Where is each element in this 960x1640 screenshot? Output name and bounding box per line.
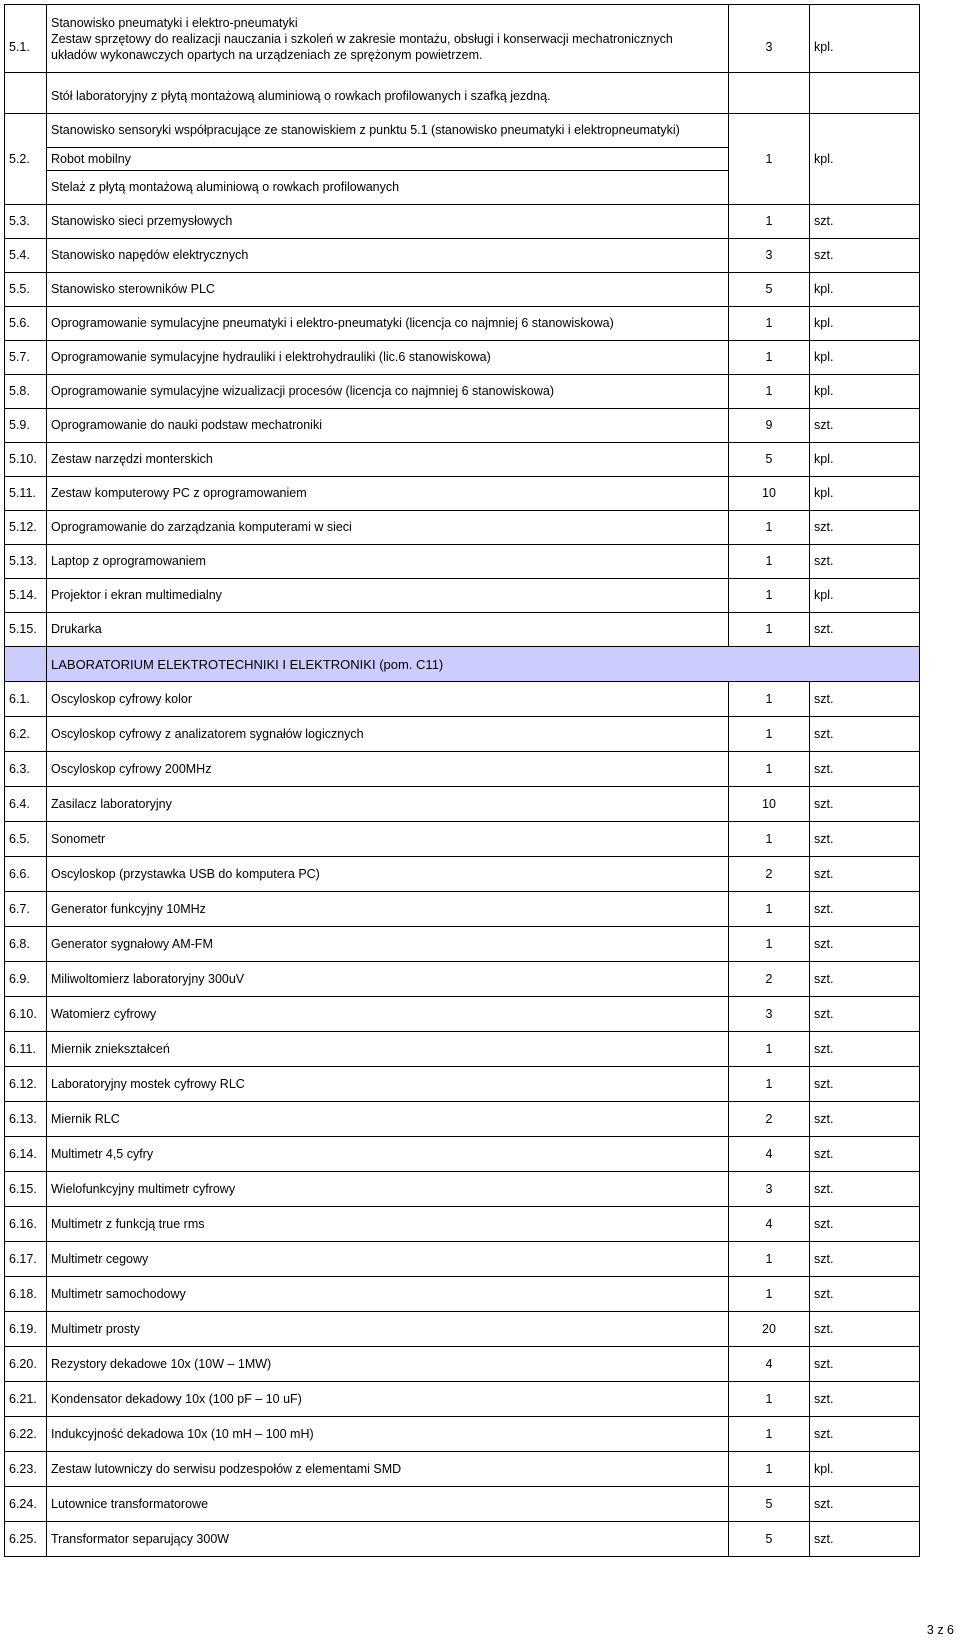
table-row <box>5 1417 920 1452</box>
table-row <box>5 205 920 239</box>
table-row <box>5 1102 920 1137</box>
item-quantity: 1 <box>729 752 810 787</box>
item-number: 6.21. <box>5 1382 47 1417</box>
item-quantity: 3 <box>729 997 810 1032</box>
table-row <box>5 787 920 822</box>
item-quantity: 1 <box>729 927 810 962</box>
item-description: Zasilacz laboratoryjny <box>47 787 729 822</box>
item-number: 5.9. <box>5 409 47 443</box>
table-row <box>5 822 920 857</box>
item-description: Drukarka <box>47 613 729 647</box>
item-quantity: 2 <box>729 962 810 997</box>
table-row <box>5 375 920 409</box>
item-unit: szt. <box>810 1277 920 1312</box>
item-unit: szt. <box>810 787 920 822</box>
item-quantity: 4 <box>729 1347 810 1382</box>
item-unit: szt. <box>810 1207 920 1242</box>
item-quantity: 20 <box>729 1312 810 1347</box>
item-unit: szt. <box>810 409 920 443</box>
table-row <box>5 341 920 375</box>
table-row <box>5 511 920 545</box>
item-unit: kpl. <box>810 477 920 511</box>
item-number: 6.2. <box>5 717 47 752</box>
item-unit: szt. <box>810 717 920 752</box>
item-quantity: 3 <box>729 1172 810 1207</box>
item-number: 5.11. <box>5 477 47 511</box>
item-number: 5.12. <box>5 511 47 545</box>
item-quantity: 1 <box>729 1382 810 1417</box>
item-quantity: 1 <box>729 613 810 647</box>
item-number: 6.19. <box>5 1312 47 1347</box>
item-quantity: 5 <box>729 1487 810 1522</box>
description-line: Zestaw sprzętowy do realizacji nauczania i szkoleń w zakresie montażu, obsługi i konserwacji mechatronicznych <box>51 31 673 46</box>
item-description: Zestaw narzędzi monterskich <box>47 443 729 477</box>
table-row-5-2a <box>5 114 920 148</box>
item-quantity: 2 <box>729 857 810 892</box>
item-unit: kpl. <box>810 273 920 307</box>
table-row-5-1-extra <box>5 73 920 114</box>
item-unit: kpl. <box>810 307 920 341</box>
table-row <box>5 545 920 579</box>
item-number: 6.25. <box>5 1522 47 1557</box>
item-unit: szt. <box>810 1487 920 1522</box>
item-number: 6.12. <box>5 1067 47 1102</box>
item-number: 6.9. <box>5 962 47 997</box>
item-quantity: 1 <box>729 341 810 375</box>
table-row <box>5 1207 920 1242</box>
item-quantity: 1 <box>729 1067 810 1102</box>
item-quantity: 1 <box>729 579 810 613</box>
item-unit: kpl. <box>810 341 920 375</box>
item-quantity: 3 <box>729 239 810 273</box>
item-description: Transformator separujący 300W <box>47 1522 729 1557</box>
item-quantity: 1 <box>729 511 810 545</box>
item-unit: szt. <box>810 545 920 579</box>
item-quantity: 1 <box>729 205 810 239</box>
item-unit: szt. <box>810 927 920 962</box>
item-unit: szt. <box>810 239 920 273</box>
table-row <box>5 1382 920 1417</box>
table-row <box>5 307 920 341</box>
item-description: Multimetr samochodowy <box>47 1277 729 1312</box>
description-line: układów wykonawczych opartych na urządzeniach ze sprężonym powietrzem. <box>51 47 483 62</box>
item-description: Rezystory dekadowe 10x (10W – 1MW) <box>47 1347 729 1382</box>
item-quantity: 1 <box>729 307 810 341</box>
item-number: 5.8. <box>5 375 47 409</box>
item-unit: kpl. <box>810 1452 920 1487</box>
item-quantity: 1 <box>729 822 810 857</box>
item-description: Indukcyjność dekadowa 10x (10 mH – 100 mH) <box>47 1417 729 1452</box>
table-row <box>5 1137 920 1172</box>
description-line: Stelaż z płytą montażową aluminiową o rowkach profilowanych <box>47 171 729 205</box>
item-quantity: 1 <box>729 717 810 752</box>
item-number: 6.13. <box>5 1102 47 1137</box>
item-number: 6.17. <box>5 1242 47 1277</box>
item-quantity: 1 <box>729 892 810 927</box>
item-number: 5.5. <box>5 273 47 307</box>
table-row <box>5 1312 920 1347</box>
item-unit: szt. <box>810 1417 920 1452</box>
table-row <box>5 1487 920 1522</box>
table-row <box>5 613 920 647</box>
equipment-table <box>4 4 920 1557</box>
item-description: Oscyloskop (przystawka USB do komputera PC) <box>47 857 729 892</box>
item-quantity: 10 <box>729 477 810 511</box>
item-unit: szt. <box>810 752 920 787</box>
item-number: 6.14. <box>5 1137 47 1172</box>
item-number: 5.4. <box>5 239 47 273</box>
item-number: 5.7. <box>5 341 47 375</box>
item-quantity: 1 <box>729 1032 810 1067</box>
item-unit: szt. <box>810 1102 920 1137</box>
table-row <box>5 962 920 997</box>
table-row <box>5 273 920 307</box>
item-number: 6.18. <box>5 1277 47 1312</box>
item-description: Multimetr prosty <box>47 1312 729 1347</box>
item-unit: kpl. <box>810 579 920 613</box>
item-quantity: 5 <box>729 443 810 477</box>
table-row-5-1 <box>5 5 920 73</box>
table-row <box>5 443 920 477</box>
item-number: 6.6. <box>5 857 47 892</box>
item-quantity: 1 <box>729 1277 810 1312</box>
item-unit: szt. <box>810 511 920 545</box>
item-description: Zestaw komputerowy PC z oprogramowaniem <box>47 477 729 511</box>
item-number: 6.23. <box>5 1452 47 1487</box>
item-description: Oprogramowanie do nauki podstaw mechatroniki <box>47 409 729 443</box>
item-unit: kpl. <box>810 5 920 73</box>
table-row <box>5 927 920 962</box>
item-quantity: 5 <box>729 273 810 307</box>
item-quantity: 9 <box>729 409 810 443</box>
item-unit: kpl. <box>810 375 920 409</box>
item-description: Projektor i ekran multimedialny <box>47 579 729 613</box>
item-number: 6.3. <box>5 752 47 787</box>
item-description: Stanowisko napędów elektrycznych <box>47 239 729 273</box>
page-number: 3 z 6 <box>926 1623 954 1637</box>
item-quantity: 3 <box>729 5 810 73</box>
item-number: 6.20. <box>5 1347 47 1382</box>
item-description: Multimetr z funkcją true rms <box>47 1207 729 1242</box>
item-description: Oscyloskop cyfrowy kolor <box>47 682 729 717</box>
item-quantity: 1 <box>729 545 810 579</box>
item-unit: szt. <box>810 1067 920 1102</box>
item-description: Miernik zniekształceń <box>47 1032 729 1067</box>
table-row <box>5 1067 920 1102</box>
table-row <box>5 1522 920 1557</box>
item-quantity: 4 <box>729 1137 810 1172</box>
table-row <box>5 752 920 787</box>
item-description: Generator funkcyjny 10MHz <box>47 892 729 927</box>
table-row <box>5 239 920 273</box>
section-header-row <box>5 647 920 682</box>
item-description: Kondensator dekadowy 10x (100 pF – 10 uF) <box>47 1382 729 1417</box>
description-line: Robot mobilny <box>47 148 729 171</box>
item-unit: szt. <box>810 1312 920 1347</box>
item-quantity: 1 <box>729 375 810 409</box>
item-number: 5.15. <box>5 613 47 647</box>
item-description: Oprogramowanie do zarządzania komputerami w sieci <box>47 511 729 545</box>
table-row <box>5 997 920 1032</box>
item-description: Sonometr <box>47 822 729 857</box>
section-title: LABORATORIUM ELEKTROTECHNIKI I ELEKTRONIKI (pom. C11) <box>47 647 920 682</box>
item-quantity: 1 <box>729 114 810 205</box>
table-row <box>5 579 920 613</box>
table-row <box>5 682 920 717</box>
table-row <box>5 1452 920 1487</box>
item-unit: szt. <box>810 857 920 892</box>
item-number: 6.22. <box>5 1417 47 1452</box>
item-quantity: 4 <box>729 1207 810 1242</box>
item-description: Lutownice transformatorowe <box>47 1487 729 1522</box>
item-quantity: 5 <box>729 1522 810 1557</box>
item-description: Multimetr cegowy <box>47 1242 729 1277</box>
item-number: 6.16. <box>5 1207 47 1242</box>
item-description: Watomierz cyfrowy <box>47 997 729 1032</box>
item-description: Stanowisko sterowników PLC <box>47 273 729 307</box>
item-number: 5.6. <box>5 307 47 341</box>
item-description: Oprogramowanie symulacyjne wizualizacji procesów (licencja co najmniej 6 stanowiskowa) <box>47 375 729 409</box>
description-line: Stanowisko pneumatyki i elektro-pneumatyki <box>51 15 298 30</box>
item-description: Oscyloskop cyfrowy 200MHz <box>47 752 729 787</box>
item-description: Stanowisko sieci przemysłowych <box>47 205 729 239</box>
item-description <box>47 5 729 73</box>
item-unit: szt. <box>810 205 920 239</box>
item-description: Miernik RLC <box>47 1102 729 1137</box>
table-row <box>5 857 920 892</box>
item-number: 5.14. <box>5 579 47 613</box>
item-description: Multimetr 4,5 cyfry <box>47 1137 729 1172</box>
item-unit: szt. <box>810 1032 920 1067</box>
item-quantity: 1 <box>729 1417 810 1452</box>
item-unit: kpl. <box>810 443 920 477</box>
item-number: 6.15. <box>5 1172 47 1207</box>
item-unit: szt. <box>810 1522 920 1557</box>
item-unit: szt. <box>810 1172 920 1207</box>
table-row <box>5 1172 920 1207</box>
item-number: 6.7. <box>5 892 47 927</box>
item-unit: szt. <box>810 822 920 857</box>
item-description: Miliwoltomierz laboratoryjny 300uV <box>47 962 729 997</box>
item-unit: szt. <box>810 1137 920 1172</box>
item-number: 6.24. <box>5 1487 47 1522</box>
item-description: Laptop z oprogramowaniem <box>47 545 729 579</box>
item-unit: szt. <box>810 613 920 647</box>
item-number: 6.8. <box>5 927 47 962</box>
item-unit: szt. <box>810 962 920 997</box>
item-number: 6.1. <box>5 682 47 717</box>
table-row <box>5 1347 920 1382</box>
item-description: Laboratoryjny mostek cyfrowy RLC <box>47 1067 729 1102</box>
item-unit: szt. <box>810 1347 920 1382</box>
item-number: 5.2. <box>5 114 47 205</box>
item-description: Wielofunkcyjny multimetr cyfrowy <box>47 1172 729 1207</box>
table-row <box>5 477 920 511</box>
item-number: 5.1. <box>5 5 47 73</box>
item-quantity: 1 <box>729 1242 810 1277</box>
item-unit: szt. <box>810 997 920 1032</box>
item-description-extra: Stół laboratoryjny z płytą montażową aluminiową o rowkach profilowanych i szafką jezdną. <box>47 73 729 114</box>
item-description: Zestaw lutowniczy do serwisu podzespołów z elementami SMD <box>47 1452 729 1487</box>
item-description: Generator sygnałowy AM-FM <box>47 927 729 962</box>
table-row <box>5 1277 920 1312</box>
item-quantity: 10 <box>729 787 810 822</box>
item-unit: kpl. <box>810 114 920 205</box>
item-description: Oprogramowanie symulacyjne pneumatyki i elektro-pneumatyki (licencja co najmniej 6 stanowiskowa) <box>47 307 729 341</box>
item-quantity: 2 <box>729 1102 810 1137</box>
item-description: Oscyloskop cyfrowy z analizatorem sygnałów logicznych <box>47 717 729 752</box>
table-row <box>5 892 920 927</box>
item-unit: szt. <box>810 682 920 717</box>
item-number: 6.10. <box>5 997 47 1032</box>
item-unit: szt. <box>810 892 920 927</box>
item-unit: szt. <box>810 1382 920 1417</box>
item-number: 6.5. <box>5 822 47 857</box>
item-number: 5.10. <box>5 443 47 477</box>
table-row <box>5 717 920 752</box>
item-number: 5.3. <box>5 205 47 239</box>
item-number: 6.4. <box>5 787 47 822</box>
item-description: Oprogramowanie symulacyjne hydrauliki i elektrohydrauliki (lic.6 stanowiskowa) <box>47 341 729 375</box>
item-number: 5.13. <box>5 545 47 579</box>
table-row <box>5 1032 920 1067</box>
description-line: Stanowisko sensoryki współpracujące ze stanowiskiem z punktu 5.1 (stanowisko pneumatyki i elektropneumatyki) <box>47 114 729 148</box>
item-number: 6.11. <box>5 1032 47 1067</box>
table-row <box>5 1242 920 1277</box>
item-unit: szt. <box>810 1242 920 1277</box>
item-quantity: 1 <box>729 682 810 717</box>
item-quantity: 1 <box>729 1452 810 1487</box>
table-row <box>5 409 920 443</box>
